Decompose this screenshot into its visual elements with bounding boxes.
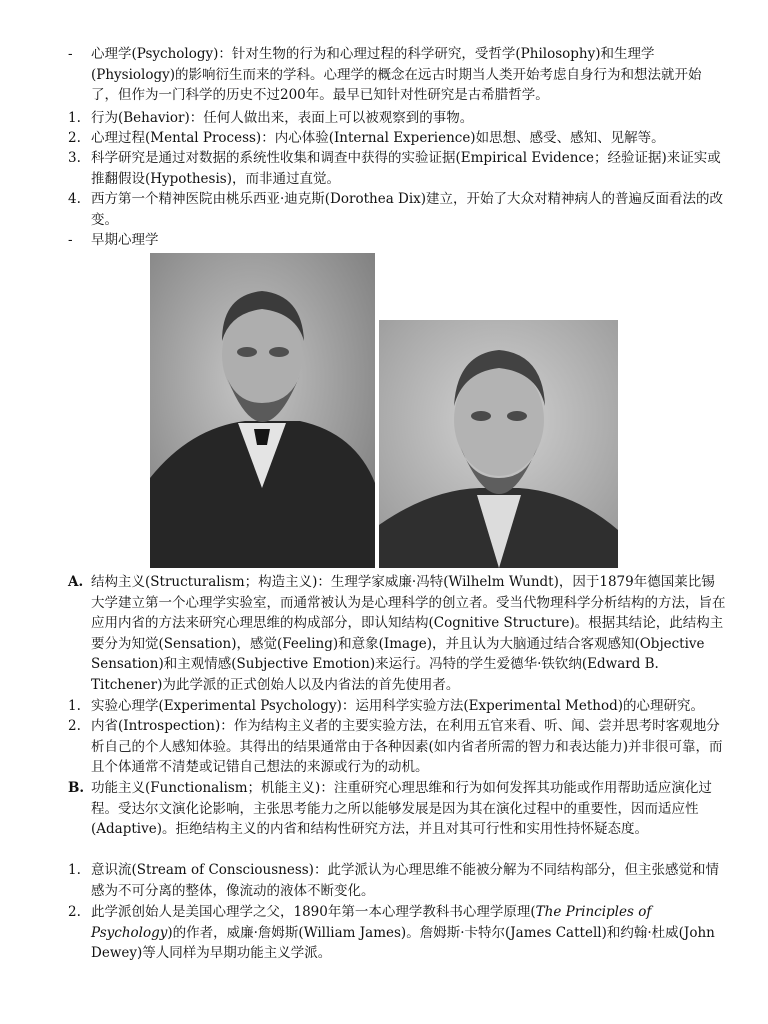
- section-a-text: 结构主义(Structuralism；构造主义)：生理学家威廉·冯特(Wilhelm Wundt)，因于1879年德国莱比锡大学建立第一个心理学实验室，而通常被认为是心理科学的创立者。受当代物理科学分析结构的方法，旨在应用内省的方法来研究心理思维的构成部分，即认知结构(Cognitive Structure)。根据其结论，此结构主要分为知觉(Sensation)，感觉(Feeling)和意象(Image)，并且认为大脑通过结合客观感知(Objective Sensation)和主观情感(Subjective Emotion)来运行。冯特的学生爱德华·铁钦纳(Edward B. Titchener)为此学派的正式创始人以及内省法的首先使用者。: [91, 574, 726, 693]
- list-item: [68, 148, 728, 189]
- list-marker: 3.: [68, 150, 81, 166]
- list-marker: 2.: [68, 130, 81, 146]
- section-marker: A.: [68, 574, 84, 590]
- intro-text: 心理学(Psychology)：针对生物的行为和心理过程的科学研究，受哲学(Philosophy)和生理学(Physiology)的影响衍生而来的学科。心理学的概念在远古时期当人类开始考虑自身行为和想法就开始了，但作为一门科学的历史不过200年。最早已知针对性研究是古希腊哲学。: [91, 46, 702, 103]
- definition-text: 科学研究是通过对数据的系统性收集和调查中获得的实验证据(Empirical Evidence；经验证据)来证实或推翻假设(Hypothesis)，而非通过直觉。: [91, 150, 721, 187]
- list-marker: 1.: [68, 698, 81, 714]
- james-portrait: [379, 320, 618, 568]
- list-marker: 1.: [68, 110, 81, 126]
- section-marker: B.: [68, 780, 85, 796]
- section-a-paragraph: [68, 572, 728, 695]
- list-item: [68, 128, 728, 149]
- section-b-item-text: 意识流(Stream of Consciousness)：此学派认为心理思维不能被分解为不同结构部分，但主张感觉和情感为不可分离的整体，像流动的液体不断变化。: [91, 862, 719, 899]
- list-item: [68, 716, 728, 778]
- section-b-paragraph: [68, 778, 728, 840]
- list-marker: -: [68, 232, 73, 248]
- list-item: [68, 108, 728, 129]
- list-marker: 2.: [68, 718, 81, 734]
- list-item: [68, 189, 728, 230]
- text-before-title: 此学派创始人是美国心理学之父，1890年第一本心理学教科书心理学原理(: [91, 904, 536, 920]
- definition-text: 行为(Behavior)：任何人做出来，表面上可以被观察到的事物。: [91, 110, 474, 126]
- list-marker: 1.: [68, 862, 81, 878]
- early-psychology-heading: [68, 230, 728, 251]
- text-after-title: )的作者，威廉·詹姆斯(William James)。詹姆斯·卡特尔(James Cattell)和约翰·杜威(John Dewey)等人同样为早期功能主义学派。: [91, 924, 715, 961]
- list-marker: 4.: [68, 191, 81, 207]
- early-psychology-label: 早期心理学: [91, 232, 159, 248]
- list-item: [68, 902, 728, 964]
- section-b-item-text: [91, 902, 728, 964]
- section-a-item-text: 实验心理学(Experimental Psychology)：运用科学实验方法(Experimental Method)的心理研究。: [91, 698, 705, 714]
- list-item: [68, 860, 728, 901]
- section-a-item-text: 内省(Introspection)：作为结构主义者的主要实验方法，在利用五官来看、听、闻、尝并思考时客观地分析自己的个人感知体验。其得出的结果通常由于各种因素(如内省者所需的智力和表达能力)并非很可靠，而且个体通常不清楚或记错自己想法的来源或行为的动机。: [91, 718, 723, 775]
- list-item: [68, 696, 728, 717]
- james-portrait-image: [379, 320, 618, 568]
- book-title: The Principles of Psychology: [91, 904, 652, 941]
- definition-text: 西方第一个精神医院由桃乐西亚·迪克斯(Dorothea Dix)建立，开始了大众对精神病人的普遍反面看法的改变。: [91, 191, 724, 228]
- section-b-text: 功能主义(Functionalism；机能主义)：注重研究心理思维和行为如何发挥其功能或作用帮助适应演化过程。受达尔文演化论影响，主张思考能力之所以能够发展是因为其在演化过程中的重要性，因而适应性(Adaptive)。拒绝结构主义的内省和结构性研究方法，并且对其可行性和实用性持怀疑态度。: [91, 780, 712, 837]
- list-marker: -: [68, 46, 73, 62]
- intro-paragraph: [68, 44, 728, 106]
- definition-text: 心理过程(Mental Process)：内心体验(Internal Experience)如思想、感受、感知、见解等。: [91, 130, 665, 146]
- wundt-portrait-image: [150, 253, 375, 568]
- list-marker: 2.: [68, 904, 81, 920]
- wundt-portrait: [150, 253, 375, 568]
